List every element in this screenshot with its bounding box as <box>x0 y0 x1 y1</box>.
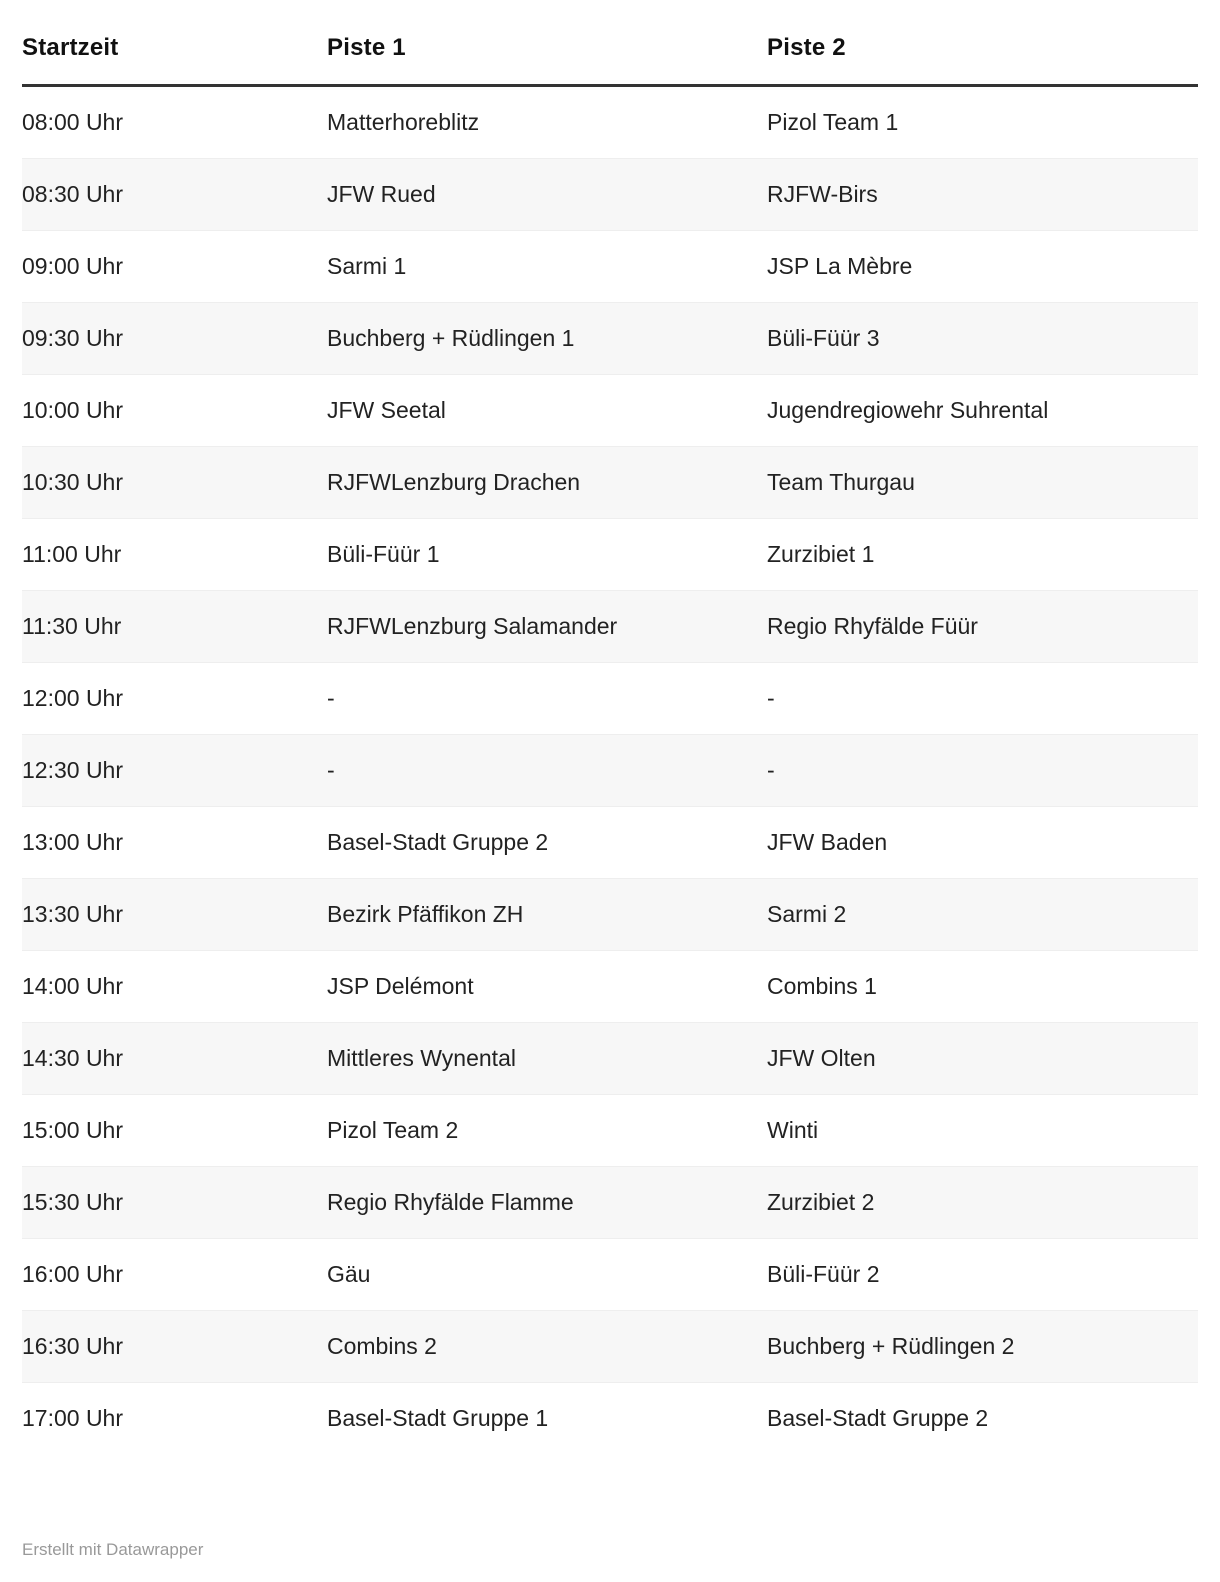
table-row <box>22 663 1198 735</box>
cell-piste-1: Pizol Team 2 <box>327 1095 767 1167</box>
cell-piste-1: Basel-Stadt Gruppe 1 <box>327 1405 549 1431</box>
cell-piste-2: JFW Baden <box>767 807 1198 879</box>
table-row <box>22 86 1198 159</box>
cell-startzeit: 10:30 Uhr <box>22 447 327 519</box>
table-row <box>22 303 1198 375</box>
table-row <box>22 591 1198 663</box>
table-header <box>22 0 1198 86</box>
cell-piste-1: Combins 2 <box>327 1311 767 1383</box>
cell-piste-1: Sarmi 1 <box>327 231 767 303</box>
cell-startzeit: 09:00 Uhr <box>22 231 327 303</box>
cell-piste-2: Büli-Füür 3 <box>767 303 1198 375</box>
table-row <box>22 1095 1198 1167</box>
table-row <box>22 159 1198 231</box>
cell-piste-1: JFW Seetal <box>327 375 767 447</box>
cell-piste-2: Winti <box>767 1095 1198 1167</box>
cell-piste-1: - <box>327 663 767 735</box>
datawrapper-credit: Erstellt mit Datawrapper <box>22 1540 204 1559</box>
cell-piste-2: Basel-Stadt Gruppe 2 <box>767 1405 989 1431</box>
table-row <box>22 1167 1198 1239</box>
cell-startzeit: 17:00 Uhr <box>22 1405 124 1431</box>
table-row <box>22 231 1198 303</box>
cell-startzeit: 11:30 Uhr <box>22 591 327 663</box>
cell-startzeit: 15:00 Uhr <box>22 1095 327 1167</box>
schedule-table <box>22 0 1198 1454</box>
cell-startzeit: 08:00 Uhr <box>22 86 327 159</box>
cell-startzeit: 12:00 Uhr <box>22 663 327 735</box>
cell-piste-1: RJFWLenzburg Salamander <box>327 591 767 663</box>
cell-piste-1: Bezirk Pfäffikon ZH <box>327 879 767 951</box>
table-row <box>22 447 1198 519</box>
table-row <box>22 951 1198 1023</box>
cell-piste-1: Gäu <box>327 1239 767 1311</box>
table-row <box>22 1311 1198 1383</box>
table-row <box>22 1023 1198 1095</box>
cell-startzeit: 14:00 Uhr <box>22 951 327 1023</box>
table-row <box>22 1383 1198 1455</box>
table-row <box>22 879 1198 951</box>
table-row <box>22 807 1198 879</box>
cell-piste-1: Regio Rhyfälde Flamme <box>327 1167 767 1239</box>
cell-piste-1: JFW Rued <box>327 159 767 231</box>
cell-startzeit: 12:30 Uhr <box>22 735 327 807</box>
cell-piste-1: - <box>327 735 767 807</box>
cell-startzeit: 14:30 Uhr <box>22 1023 327 1095</box>
column-header-piste-1: Piste 1 <box>327 0 767 86</box>
cell-piste-2: JSP La Mèbre <box>767 231 1198 303</box>
cell-startzeit: 16:00 Uhr <box>22 1239 327 1311</box>
cell-piste-1: Buchberg + Rüdlingen 1 <box>327 303 767 375</box>
cell-startzeit: 16:30 Uhr <box>22 1311 327 1383</box>
cell-startzeit: 13:00 Uhr <box>22 807 327 879</box>
cell-piste-2: Buchberg + Rüdlingen 2 <box>767 1311 1198 1383</box>
column-header-piste-2: Piste 2 <box>767 0 1198 86</box>
table-header-row <box>22 0 1198 86</box>
cell-piste-2: JFW Olten <box>767 1023 1198 1095</box>
cell-piste-1: Büli-Füür 1 <box>327 519 767 591</box>
cell-piste-2: Team Thurgau <box>767 447 1198 519</box>
cell-piste-1: Matterhoreblitz <box>327 86 767 159</box>
cell-piste-1: JSP Delémont <box>327 951 767 1023</box>
table-row <box>22 735 1198 807</box>
table-row <box>22 375 1198 447</box>
table-body <box>22 86 1198 1455</box>
cell-startzeit: 13:30 Uhr <box>22 879 327 951</box>
cell-piste-2: Jugendregiowehr Suhrental <box>767 375 1198 447</box>
cell-startzeit: 08:30 Uhr <box>22 159 327 231</box>
table-row <box>22 519 1198 591</box>
cell-piste-2: Combins 1 <box>767 951 1198 1023</box>
cell-piste-2: Sarmi 2 <box>767 879 1198 951</box>
cell-piste-2: - <box>767 663 1198 735</box>
table-row <box>22 1239 1198 1311</box>
cell-startzeit: 11:00 Uhr <box>22 519 327 591</box>
cell-startzeit: 09:30 Uhr <box>22 303 327 375</box>
cell-piste-2: Zurzibiet 2 <box>767 1167 1198 1239</box>
cell-piste-1: Basel-Stadt Gruppe 2 <box>327 807 767 879</box>
cell-piste-2: Büli-Füür 2 <box>767 1239 1198 1311</box>
cell-piste-1: RJFWLenzburg Drachen <box>327 447 767 519</box>
cell-piste-2: Pizol Team 1 <box>767 86 1198 159</box>
cell-piste-2: - <box>767 735 1198 807</box>
cell-piste-2: Regio Rhyfälde Füür <box>767 591 1198 663</box>
cell-piste-2: RJFW-Birs <box>767 159 1198 231</box>
column-header-startzeit: Startzeit <box>22 0 327 86</box>
cell-startzeit: 15:30 Uhr <box>22 1167 327 1239</box>
cell-piste-2: Zurzibiet 1 <box>767 519 1198 591</box>
cell-startzeit: 10:00 Uhr <box>22 375 327 447</box>
cell-piste-1: Mittleres Wynental <box>327 1023 767 1095</box>
